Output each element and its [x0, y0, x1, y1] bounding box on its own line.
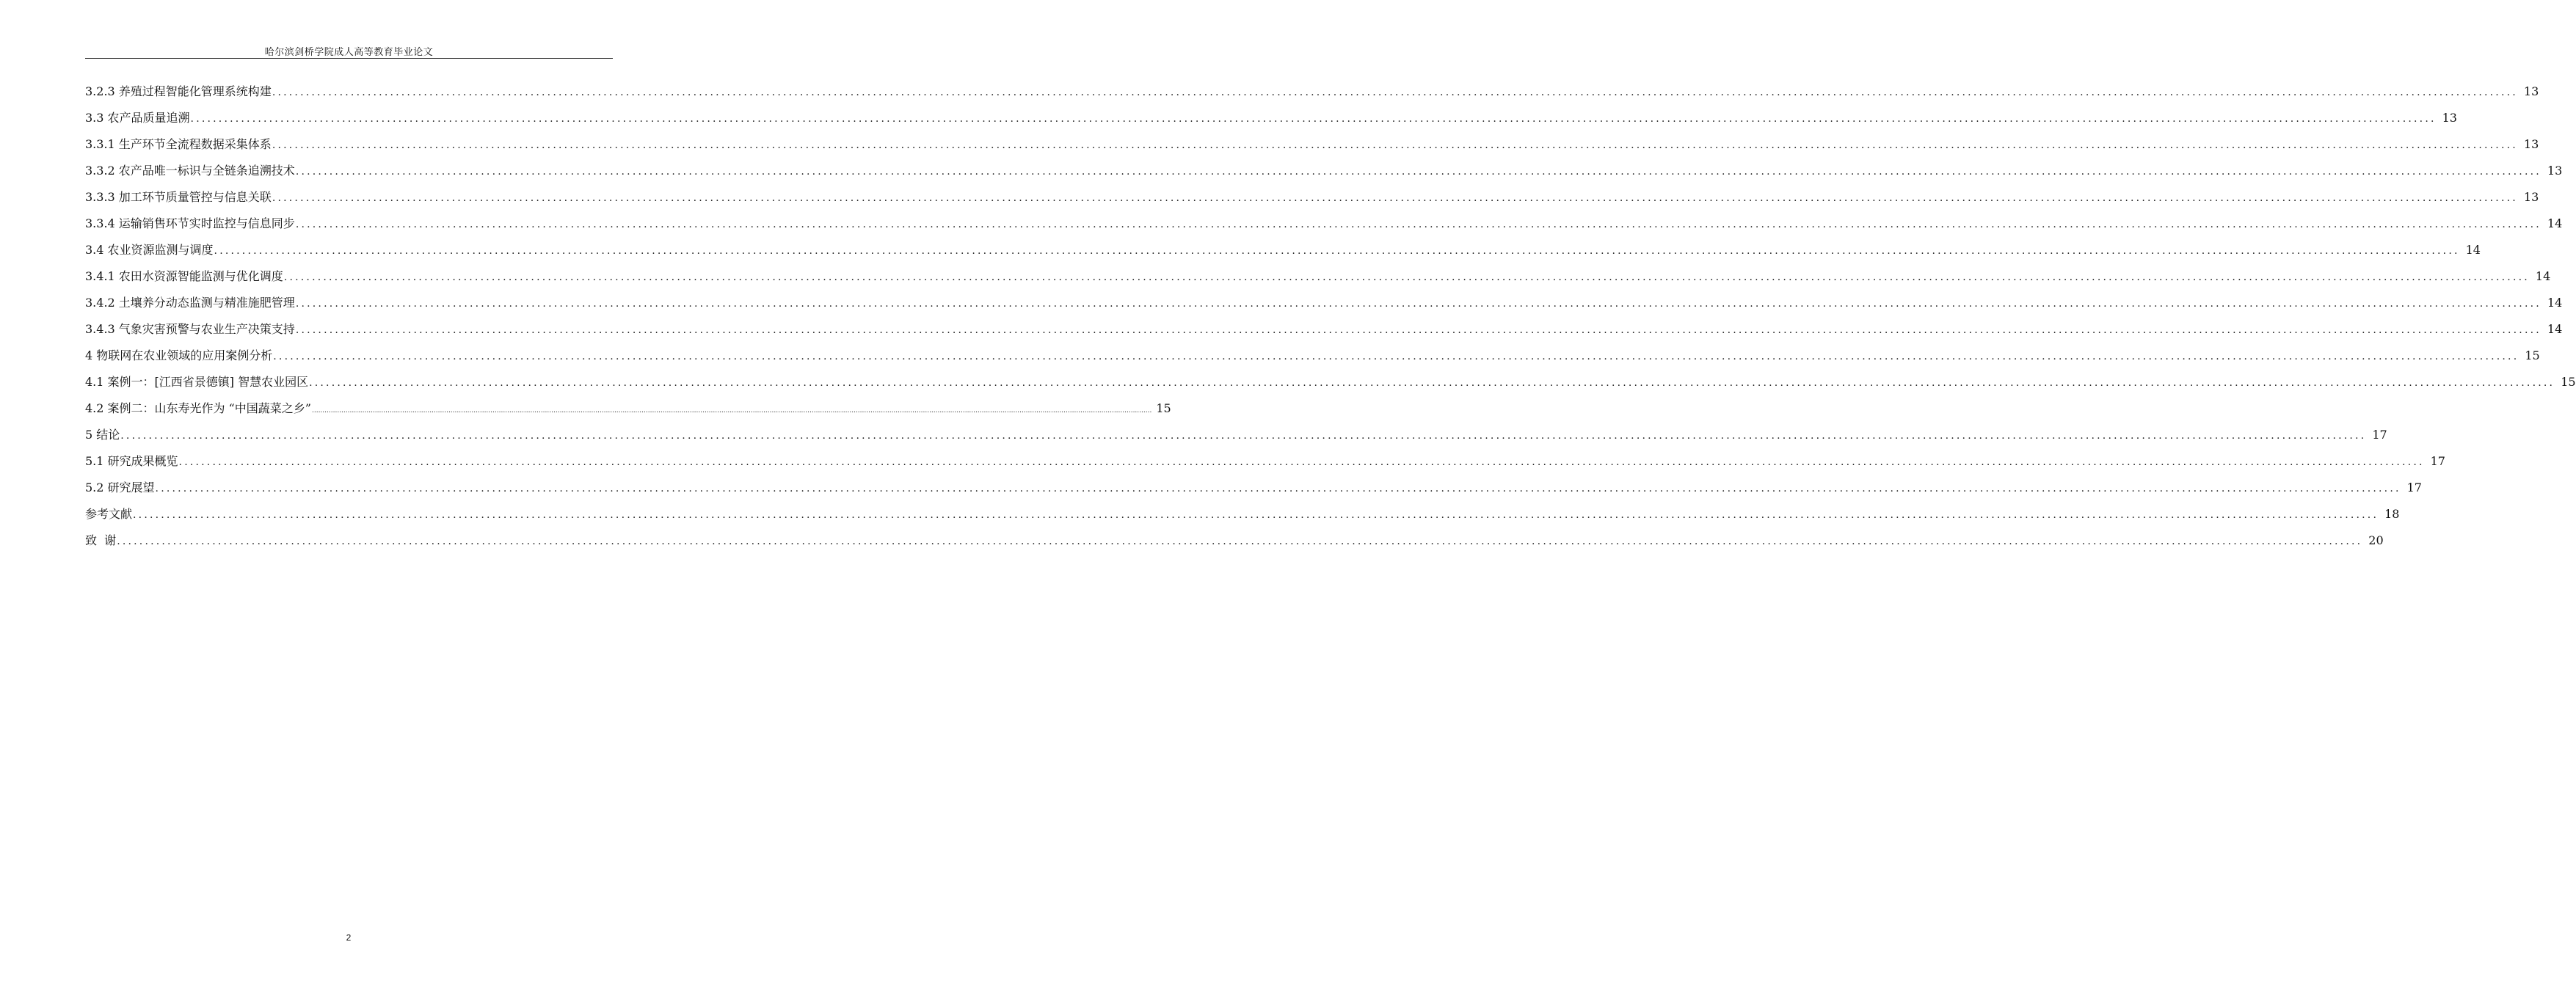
toc-dot-leader: ................................................................................................................................................................................................................................................................................................................................................................................................................ — [272, 192, 2518, 204]
toc-entry[interactable] — [85, 188, 2539, 214]
toc-dot-leader: ................................................................................................................................................................................................................................................................................................................................................................................................................ — [295, 324, 2542, 336]
toc-entry-title: 3.4.3 气象灾害预警与农业生产决策支持 — [85, 322, 295, 336]
toc-entry-title: 4.2 案例二：山东寿光作为 “中国蔬菜之乡” — [85, 401, 311, 415]
toc-entry-title: 3.2.3 养殖过程智能化管理系统构建 — [85, 84, 272, 98]
toc-entry-page: 14 — [2465, 243, 2481, 257]
toc-entry-page: 13 — [2523, 137, 2539, 151]
toc-dot-leader: ................................................................................................................................................................................................................................................................................................................................................................................................................ — [272, 139, 2518, 151]
toc-entry[interactable] — [85, 293, 2563, 320]
toc-entry-title: 5 结论 — [85, 428, 120, 442]
page-number: 2 — [346, 932, 352, 943]
toc-entry-title: 5.1 研究成果概览 — [85, 454, 178, 468]
toc-dot-leader: ................................................................................................................................................................................................................................................................................................................................................................................................................ — [155, 483, 2401, 494]
toc-entry[interactable] — [85, 505, 2400, 531]
toc-entry-title: 5.2 研究展望 — [85, 481, 155, 494]
toc-dot-leader: ................................................................................................................................................................................................................................................................................................................................................................................................................ — [133, 509, 2379, 521]
toc-entry-page: 17 — [2406, 481, 2422, 494]
toc-dot-leader: ................................................................................................................................................................................................................................................................................................................................................................................................................ — [309, 377, 2555, 389]
toc-entry-page: 13 — [2523, 84, 2539, 98]
toc-dot-leader: ................................................................................................................................................................................................................................................................................................................................................................................................................ — [295, 219, 2542, 230]
toc-entry-page: 14 — [2535, 269, 2551, 283]
toc-entry-title: 3.4.1 农田水资源智能监测与优化调度 — [85, 269, 283, 283]
toc-entry[interactable] — [85, 346, 2540, 373]
toc-entry[interactable] — [85, 531, 2384, 558]
toc-dot-leader: ................................................................................................................................................................................................................................................................................................................................................................................................................ — [178, 456, 2425, 468]
toc-entry-page: 14 — [2547, 216, 2563, 230]
toc-dot-leader: ................................................................................................................................................................................................................................................................................................................................................................................................................ — [295, 166, 2542, 178]
toc-entry[interactable] — [85, 426, 2387, 452]
toc-entry[interactable] — [85, 241, 2481, 267]
toc-entry[interactable] — [85, 267, 2551, 293]
toc-dot-leader: ................................................................................................................................................................................................................................................................................................................................................................................................................ — [214, 245, 2460, 257]
running-header: 哈尔滨剑桥学院成人高等教育毕业论文 — [264, 47, 434, 58]
toc-dot-leader: ................................................................................................................................................................................................................................................................................................................................................................................................................ — [120, 430, 2367, 442]
toc-dot-leader: ................................................................................................................................................................................................................................................................................................................................................................................................................ — [272, 87, 2518, 98]
toc-entry-page: 13 — [2523, 190, 2539, 204]
toc-dot-leader: ................................................................................................................................................................................................................................................................................................................................................................................................................ — [311, 407, 1152, 415]
toc-dot-leader: ................................................................................................................................................................................................................................................................................................................................................................................................................ — [117, 536, 2363, 547]
header-rule — [85, 58, 613, 59]
toc-entry-title: 致 谢 — [85, 533, 117, 547]
toc-entry[interactable] — [85, 399, 1171, 426]
toc-entry-title: 3.3.3 加工环节质量管控与信息关联 — [85, 190, 272, 204]
toc-dot-leader: ................................................................................................................................................................................................................................................................................................................................................................................................................ — [283, 271, 2530, 283]
toc-entry[interactable] — [85, 161, 2563, 188]
toc-entry[interactable] — [85, 214, 2563, 241]
toc-entry-title: 3.4.2 土壤养分动态监测与精准施肥管理 — [85, 296, 295, 310]
toc-entry[interactable] — [85, 135, 2539, 161]
toc-entry-page: 13 — [2442, 111, 2457, 125]
toc-entry-title: 4.1 案例一：[江西省景德镇] 智慧农业园区 — [85, 375, 309, 389]
toc-entry-page: 15 — [2525, 348, 2540, 362]
toc-entry-page: 17 — [2430, 454, 2445, 468]
toc-entry-title: 4 物联网在农业领域的应用案例分析 — [85, 348, 273, 362]
toc-entry-page: 13 — [2547, 164, 2563, 178]
toc-dot-leader: ................................................................................................................................................................................................................................................................................................................................................................................................................ — [295, 298, 2542, 310]
toc-entry-title: 3.3.2 农产品唯一标识与全链条追溯技术 — [85, 164, 295, 178]
toc-entry[interactable] — [85, 452, 2445, 478]
toc-entry[interactable] — [85, 373, 2576, 399]
toc-entry-page: 14 — [2547, 322, 2563, 336]
toc-entry[interactable] — [85, 109, 2457, 135]
toc-dot-leader: ................................................................................................................................................................................................................................................................................................................................................................................................................ — [273, 351, 2519, 362]
toc-entry-page: 14 — [2547, 296, 2563, 310]
toc-entry-title: 参考文献 — [85, 507, 133, 521]
toc-entry-page: 20 — [2368, 533, 2384, 547]
toc-entry-page: 15 — [1156, 401, 1171, 415]
toc-entry-title: 3.3.1 生产环节全流程数据采集体系 — [85, 137, 272, 151]
toc-entry-title: 3.3 农产品质量追溯 — [85, 111, 190, 125]
toc-entry-page: 17 — [2372, 428, 2387, 442]
toc-entry-page: 18 — [2384, 507, 2400, 521]
toc-entry[interactable] — [85, 320, 2563, 346]
toc-entry[interactable] — [85, 82, 2539, 109]
table-of-contents — [85, 82, 2576, 558]
toc-dot-leader: ................................................................................................................................................................................................................................................................................................................................................................................................................ — [190, 113, 2437, 125]
toc-entry[interactable] — [85, 478, 2422, 505]
toc-entry-title: 3.3.4 运输销售环节实时监控与信息同步 — [85, 216, 295, 230]
toc-entry-page: 15 — [2561, 375, 2576, 389]
toc-entry-title: 3.4 农业资源监测与调度 — [85, 243, 214, 257]
